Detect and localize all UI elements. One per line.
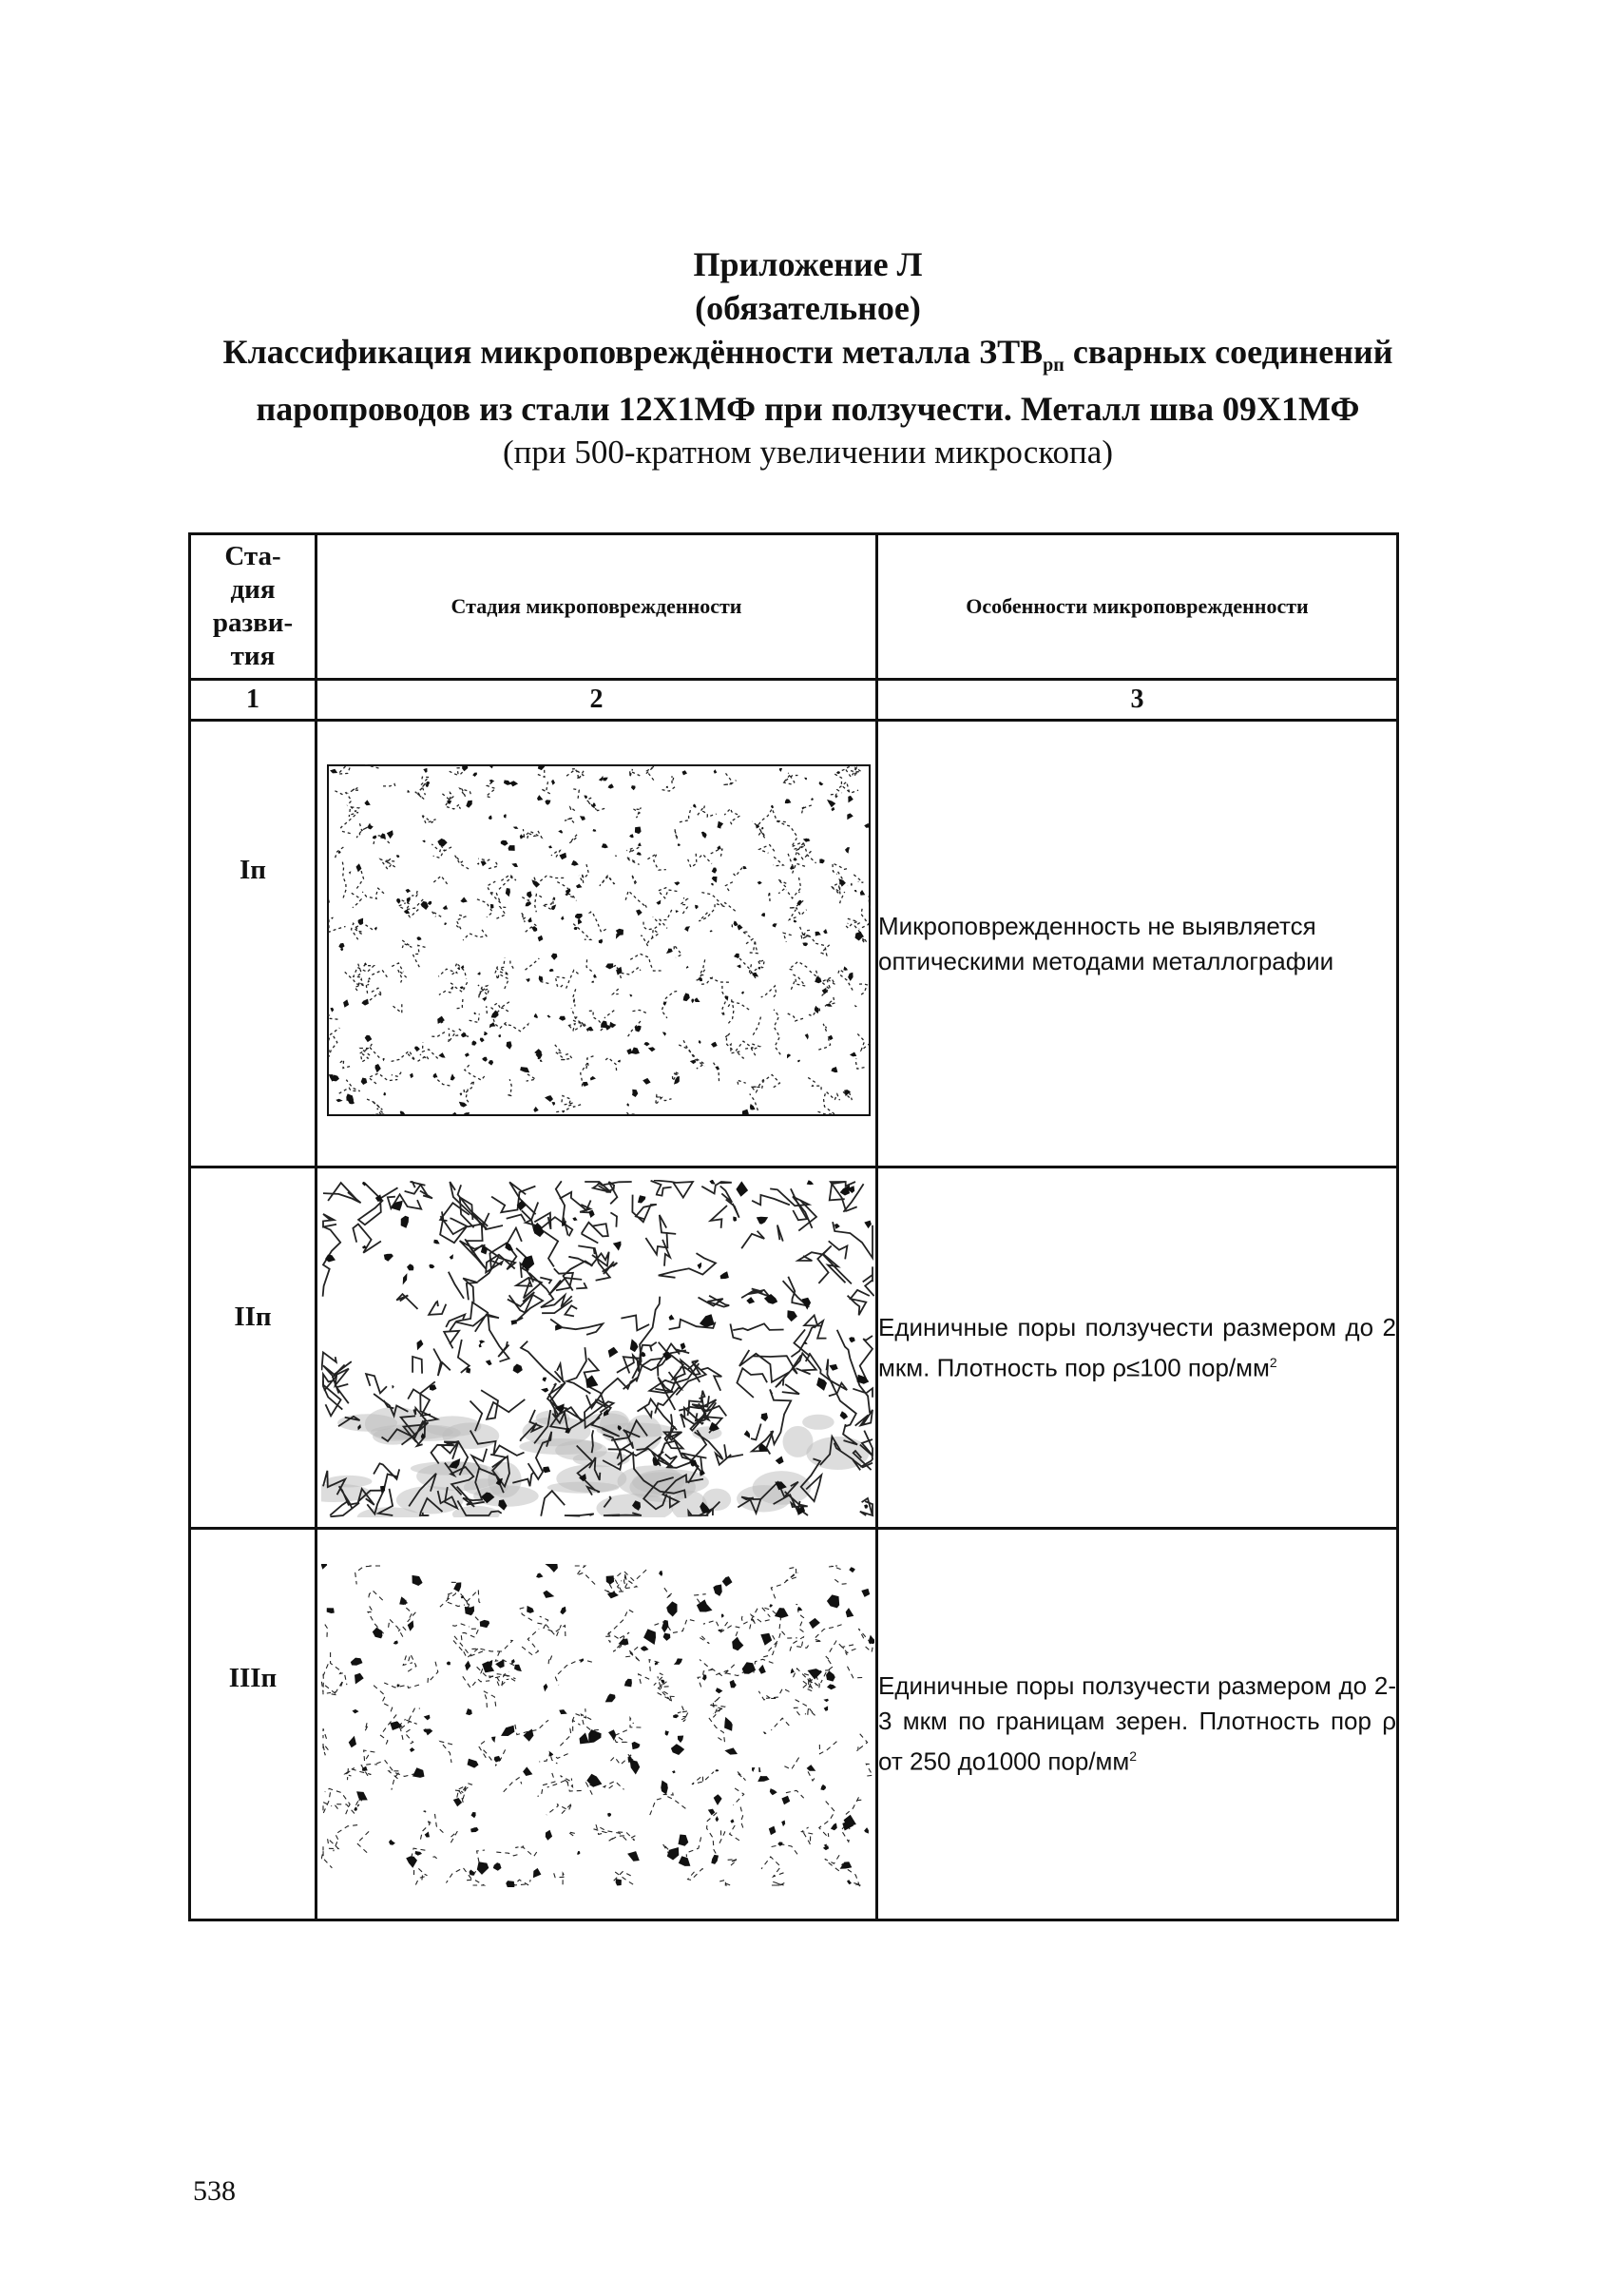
appendix-title: Приложение Л <box>693 245 923 283</box>
page-header <box>143 242 1473 474</box>
page-number: 538 <box>193 2175 236 2207</box>
table-header-row <box>190 534 1398 680</box>
damage-description: Микроповрежденность не выявляется оптическими методами металлографии <box>877 721 1398 1167</box>
micrograph-stage-2 <box>321 1180 874 1517</box>
appendix-status: (обязательное) <box>695 289 921 327</box>
damage-description: Единичные поры ползучести размером до 2-3 мкм по границам зерен. Плотность пор ρ от 250 до1000 пор/$мм^2$ <box>877 1529 1398 1920</box>
classification-title-line1: Классификация микроповреждённости металла $ЗТВ_{рп}$ сварных соединений <box>222 333 1393 376</box>
header-microdamage-features: Особенности микроповрежденности <box>877 534 1398 680</box>
micrograph-stage-3 <box>321 1564 874 1887</box>
table-row <box>190 1167 1398 1529</box>
column-number-2: 2 <box>316 680 877 721</box>
damage-description: Единичные поры ползучести размером до 2 мкм. Плотность пор ρ≤100 пор/$мм^2$ <box>877 1167 1398 1529</box>
header-stage-of-development: Ста- дия разви- тия <box>190 534 316 680</box>
column-number-3: 3 <box>877 680 1398 721</box>
micrograph-stage-1 <box>327 764 871 1116</box>
table-row <box>190 1529 1398 1920</box>
micrograph-cell <box>316 721 877 1167</box>
classification-title-line2: паропроводов из стали 12Х1МФ при ползучести. Металл шва 09Х1МФ <box>256 390 1360 429</box>
table-row <box>190 721 1398 1167</box>
header-microdamage-stage: Стадия микроповрежденности <box>316 534 877 680</box>
classification-table <box>188 532 1399 1921</box>
stage-label: IIIп <box>190 1529 316 1920</box>
micrograph-cell <box>316 1529 877 1920</box>
column-number-1: 1 <box>190 680 316 721</box>
column-number-row <box>190 680 1398 721</box>
stage-label: Iп <box>190 721 316 1167</box>
stage-label: IIп <box>190 1167 316 1529</box>
magnification-note: (при 500-кратном увеличении микроскопа) <box>503 434 1113 472</box>
micrograph-cell <box>316 1167 877 1529</box>
